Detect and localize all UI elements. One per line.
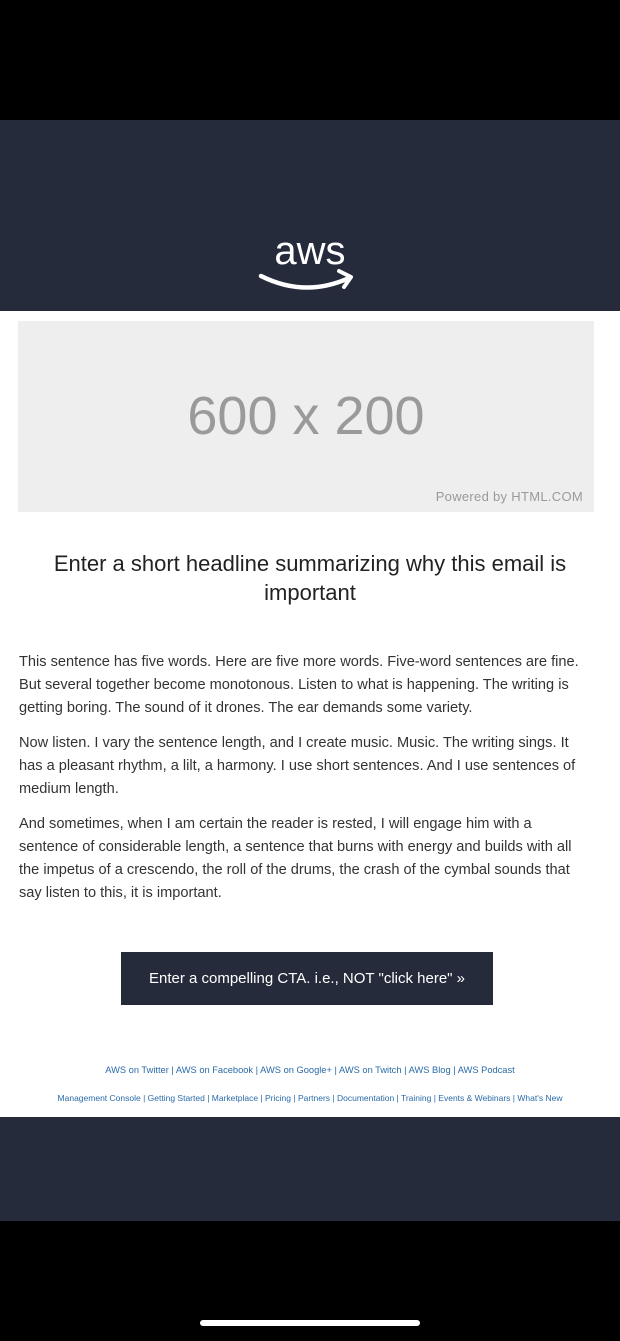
twitch-link[interactable]: AWS on Twitch xyxy=(338,1065,402,1075)
hero-credit: Powered by HTML.COM xyxy=(435,489,583,504)
body-paragraph: This sentence has five words. Here are five more words. Five-word sentences are fine. But several together become monotonous. Listen to what is happening. The writing is getting boring. The sound of it drones. The ear demands some variety. xyxy=(19,654,579,716)
email-body xyxy=(19,651,594,917)
body-paragraph: And sometimes, when I am certain the reader is rested, I will engage him with a sentence of considerable length, a sentence that burns with energy and builds with all the impetus of a crescendo, the roll of the drums, the crash of the cymbal sounds that say listen to this, it is important. xyxy=(19,816,572,901)
management-console-link[interactable]: Management Console xyxy=(57,1093,141,1103)
hero-placeholder-image xyxy=(18,321,594,512)
email-content xyxy=(0,311,620,1117)
email-headline: Enter a short headline summarizing why this email is important xyxy=(53,551,567,605)
events-webinars-link[interactable]: Events & Webinars xyxy=(438,1093,511,1103)
twitter-link[interactable]: AWS on Twitter xyxy=(105,1065,169,1075)
status-bar xyxy=(0,0,620,120)
hero-size-label: 600 x 200 xyxy=(187,386,425,446)
whats-new-link[interactable]: What's New xyxy=(517,1093,563,1103)
social-links: AWS on Twitter | AWS on Facebook | AWS on Google+ | AWS on Twitch | AWS Blog | AWS Podcast xyxy=(105,1065,515,1075)
partners-link[interactable]: Partners xyxy=(297,1093,331,1103)
marketplace-link[interactable]: Marketplace xyxy=(211,1093,259,1103)
cta-button[interactable]: Enter a compelling CTA. i.e., NOT "click here" » xyxy=(121,952,493,1005)
documentation-link[interactable]: Documentation xyxy=(337,1093,395,1103)
body-paragraph: Now listen. I vary the sentence length, and I create music. Music. The writing sings. It has a pleasant rhythm, a lilt, a harmony. I use short sentences. And I use sentences of medium length. xyxy=(19,735,576,797)
podcast-link[interactable]: AWS Podcast xyxy=(457,1065,515,1075)
facebook-link[interactable]: AWS on Facebook xyxy=(175,1065,254,1075)
email-footer-bar xyxy=(0,1117,620,1221)
svg-text:aws: aws xyxy=(274,229,346,273)
google-plus-link[interactable]: AWS on Google+ xyxy=(260,1065,332,1075)
pricing-link[interactable]: Pricing xyxy=(265,1093,291,1103)
footer-nav-links: Management Console | Getting Started | Marketplace | Pricing | Partners | Documentation | Training | Events & Webinars | What's New xyxy=(57,1093,563,1103)
blog-link[interactable]: AWS Blog xyxy=(408,1065,451,1075)
training-link[interactable]: Training xyxy=(400,1093,432,1103)
home-indicator[interactable] xyxy=(200,1320,420,1326)
getting-started-link[interactable]: Getting Started xyxy=(147,1093,205,1103)
aws-logo[interactable] xyxy=(245,222,375,302)
